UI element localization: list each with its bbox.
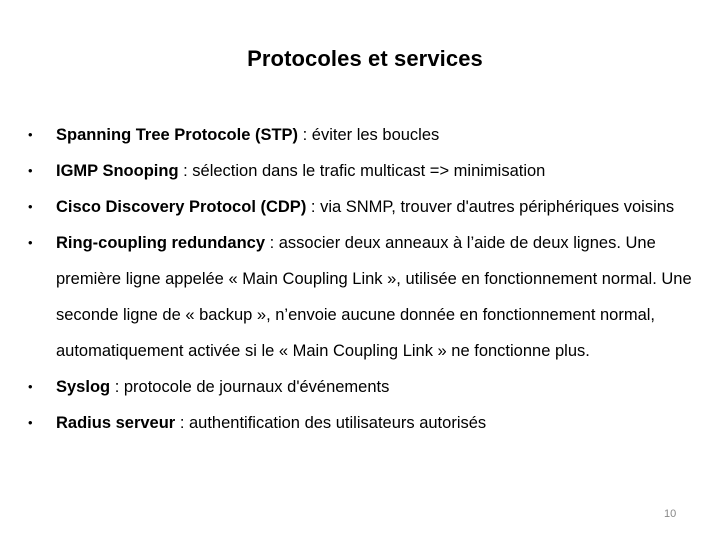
bullet-term: Radius serveur [56, 414, 176, 432]
bullet-description: : authentification des utilisateurs autorisés [175, 414, 487, 432]
bullet-description: : via SNMP, trouver d'autres périphériques voisins [306, 198, 675, 216]
bullet-term: Cisco Discovery Protocol (CDP) [56, 198, 307, 216]
bullet-item-igmp [28, 153, 708, 189]
bullet-description: : éviter les boucles [298, 126, 440, 144]
bullet-term: Ring-coupling redundancy [56, 234, 265, 252]
bullet-list [28, 117, 708, 441]
bullet-icon: • [28, 127, 33, 142]
bullet-item-cdp [28, 189, 708, 225]
bullet-icon: • [28, 415, 33, 430]
bullet-icon: • [28, 199, 33, 214]
bullet-item-syslog [28, 369, 708, 405]
bullet-term: Spanning Tree Protocole (STP) [56, 126, 299, 144]
bullet-term: IGMP Snooping [56, 162, 179, 180]
bullet-icon: • [28, 163, 33, 178]
slide-title: Protocoles et services [247, 46, 483, 71]
bullet-item-ring-coupling [28, 225, 708, 369]
bullet-item-radius [28, 405, 708, 441]
page-number: 10 [664, 508, 677, 520]
bullet-icon: • [28, 379, 33, 394]
bullet-description: : associer deux anneaux à l’aide de deux lignes. Une première ligne appelée « Main Coupling Link », utilisée en fonctionnement normal. Une seconde ligne de « backup », n’envoie aucune donnée en fonctionnement normal, automatiquement activée si le « Main Coupling Link » ne fonctionne plus. [56, 234, 692, 360]
bullet-description: : sélection dans le trafic multicast => minimisation [178, 162, 546, 180]
bullet-term: Syslog [56, 378, 111, 396]
bullet-description: : protocole de journaux d'événements [110, 378, 390, 396]
bullet-icon: • [28, 235, 33, 250]
bullet-item-stp [28, 117, 708, 153]
